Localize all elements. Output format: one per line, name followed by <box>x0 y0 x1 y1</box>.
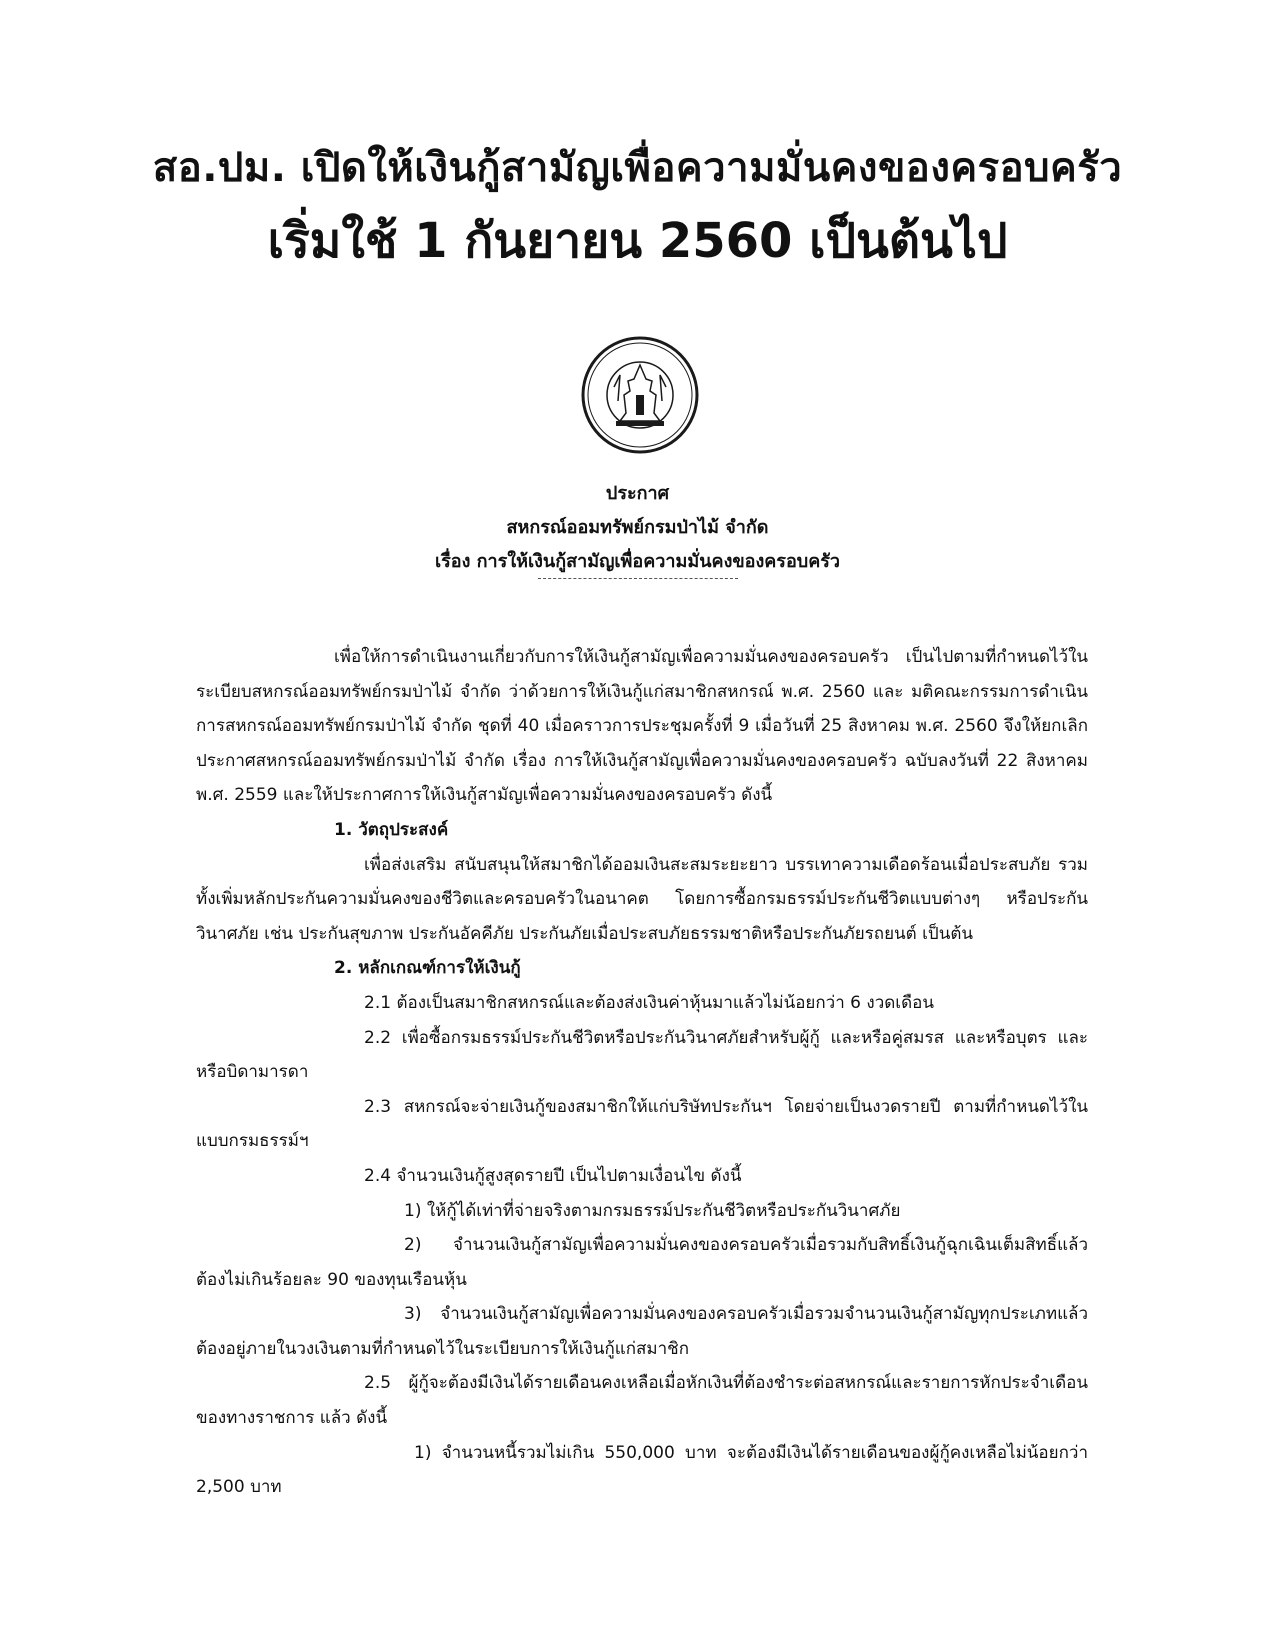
section-2-heading: 2. หลักเกณฑ์การให้เงินกู้ <box>334 958 521 979</box>
clause-2-4: 2.4 จำนวนเงินกู้สูงสุดรายปี เป็นไปตามเงื่อนไข ดังนี้ <box>364 1165 742 1186</box>
announcement-body <box>196 640 1088 1505</box>
header-divider <box>538 578 738 579</box>
clause-2-4-3: 3) จำนวนเงินกู้สามัญเพื่อความมั่นคงของครอบครัวเมื่อรวมจำนวนเงินกู้สามัญทุกประเภทแล้วต้องอยู่ภายในวงเงินตามที่กำหนดไว้ในระเบียบการให้เงินกู้แก่สมาชิก <box>196 1304 1088 1359</box>
section-1-text: เพื่อส่งเสริม สนับสนุนให้สมาชิกได้ออมเงินสะสมระยะยาว บรรเทาความเดือดร้อนเมื่อประสบภัย รวมทั้งเพิ่มหลักประกันความมั่นคงของชีวิตและครอบครัวในอนาคต โดยการซื้อกรมธรรม์ประกันชีวิตแบบต่างๆ หรือประกันวินาศภัย เช่น ประกันสุขภาพ ประกันอัคคีภัย ประกันภัยเมื่อประสบภัยธรรมชาติหรือประกันภัยรถยนต์ เป็นต้น <box>196 854 1088 944</box>
clause-2-5-1: 1) จำนวนหนี้รวมไม่เกิน 550,000 บาท จะต้องมีเงินได้รายเดือนของผู้กู้คงเหลือไม่น้อยกว่า 2,500 บาท <box>196 1442 1088 1498</box>
clause-2-3: 2.3 สหกรณ์จะจ่ายเงินกู้ของสมาชิกให้แก่บริษัทประกันฯ โดยจ่ายเป็นงวดรายปี ตามที่กำหนดไว้ในแบบกรมธรรม์ฯ <box>196 1096 1088 1152</box>
announcement-org: สหกรณ์ออมทรัพย์กรมป่าไม้ จำกัด <box>506 517 769 538</box>
announcement-label: ประกาศ <box>605 483 670 504</box>
title-line-2: เริ่มใช้ 1 กันยายน 2560 เป็นต้นไป <box>267 213 1008 269</box>
clause-2-2: 2.2 เพื่อซื้อกรมธรรม์ประกันชีวิตหรือประกันวินาศภัยสำหรับผู้กู้ และหรือคู่สมรส และหรือบุตร และหรือบิดามารดา <box>196 1027 1088 1083</box>
intro-paragraph: เพื่อให้การดำเนินงานเกี่ยวกับการให้เงินกู้สามัญเพื่อความมั่นคงของครอบครัว เป็นไปตามที่กำหนดไว้ในระเบียบสหกรณ์ออมทรัพย์กรมป่าไม้ จำกัด ว่าด้วยการให้เงินกู้แก่สมาชิกสหกรณ์ พ.ศ. 2560 และ มติคณะกรรมการดำเนินการสหกรณ์ออมทรัพย์กรมป่าไม้ จำกัด ชุดที่ 40 เมื่อคราวการประชุมครั้งที่ 9 เมื่อวันที่ 25 สิงหาคม พ.ศ. 2560 จึงให้ยกเลิกประกาศสหกรณ์ออมทรัพย์กรมป่าไม้ จำกัด เรื่อง การให้เงินกู้สามัญเพื่อความมั่นคงของครอบครัว ฉบับลงวันที่ 22 สิงหาคม พ.ศ. 2559 และให้ประกาศการให้เงินกู้สามัญเพื่อความมั่นคงของครอบครัว ดังนี้ <box>196 647 1088 806</box>
cooperative-seal-icon <box>580 335 700 455</box>
clause-2-1: 2.1 ต้องเป็นสมาชิกสหกรณ์และต้องส่งเงินค่าหุ้นมาแล้วไม่น้อยกว่า 6 งวดเดือน <box>364 992 934 1013</box>
title-line-1: สอ.ปม. เปิดให้เงินกู้สามัญเพื่อความมั่นคงของครอบครัว <box>152 145 1123 191</box>
clause-2-4-1: 1) ให้กู้ได้เท่าที่จ่ายจริงตามกรมธรรม์ประกันชีวิตหรือประกันวินาศภัย <box>404 1200 901 1221</box>
announcement-subject: เรื่อง การให้เงินกู้สามัญเพื่อความมั่นคงของครอบครัว <box>434 551 841 572</box>
clause-2-5: 2.5 ผู้กู้จะต้องมีเงินได้รายเดือนคงเหลือเมื่อหักเงินที่ต้องชำระต่อสหกรณ์และรายการหักประจำเดือนของทางราชการ แล้ว ดังนี้ <box>196 1373 1088 1429</box>
section-1-heading: 1. วัตถุประสงค์ <box>334 819 449 840</box>
clause-2-4-2: 2) จำนวนเงินกู้สามัญเพื่อความมั่นคงของครอบครัวเมื่อรวมกับสิทธิ์เงินกู้ฉุกเฉินเต็มสิทธิ์แล้วต้องไม่เกินร้อยละ 90 ของทุนเรือนหุ้น <box>196 1235 1088 1290</box>
